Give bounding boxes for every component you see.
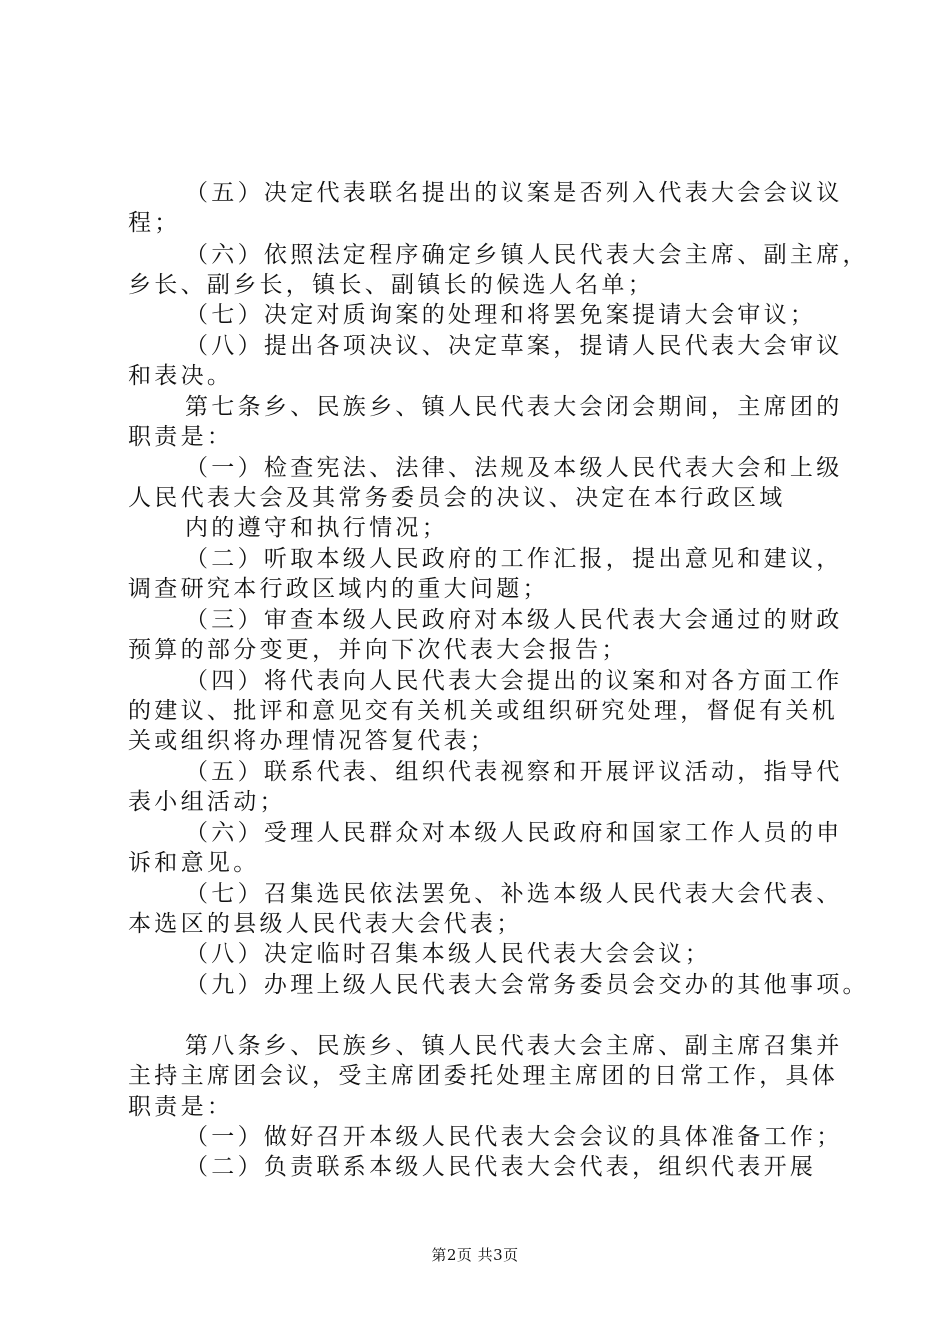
- paragraph-line: （六）受理人民群众对本级人民政府和国家工作人员的申: [185, 820, 843, 846]
- paragraph-line: （一）做好召开本级人民代表大会会议的具体准备工作；: [185, 1124, 843, 1150]
- paragraph-line: 乡长、副乡长，镇长、副镇长的候选人名单；: [128, 272, 654, 298]
- paragraph-line: （二）负责联系本级人民代表大会代表，组织代表开展: [185, 1154, 817, 1180]
- paragraph-line: （六）依照法定程序确定乡镇人民代表大会主席、副主席，: [185, 242, 869, 268]
- paragraph-line: （七）决定对质询案的处理和将罢免案提请大会审议；: [185, 302, 817, 328]
- paragraph-line: （八）决定临时召集本级人民代表大会会议；: [185, 941, 711, 967]
- paragraph-line: 内的遵守和执行情况；: [185, 515, 448, 541]
- article-heading-line: 第八条乡、民族乡、镇人民代表大会主席、副主席召集并: [185, 1033, 843, 1059]
- paragraph-line: （七）召集选民依法罢免、补选本级人民代表大会代表、: [185, 881, 843, 907]
- paragraph-line: （三）审查本级人民政府对本级人民代表大会通过的财政: [185, 607, 843, 633]
- paragraph-line: （九）办理上级人民代表大会常务委员会交办的其他事项。: [185, 972, 869, 998]
- paragraph-line: 本选区的县级人民代表大会代表；: [128, 911, 523, 937]
- paragraph-line: （四）将代表向人民代表大会提出的议案和对各方面工作: [185, 668, 843, 694]
- paragraph-line: 表小组活动；: [128, 789, 286, 815]
- paragraph-line: 程；: [128, 210, 181, 236]
- paragraph-line: （五）联系代表、组织代表视察和开展评议活动，指导代: [185, 759, 843, 785]
- paragraph-line: 诉和意见。: [128, 850, 260, 876]
- paragraph-line: （五）决定代表联名提出的议案是否列入代表大会会议议: [185, 180, 843, 206]
- paragraph-line: （八）提出各项决议、决定草案，提请人民代表大会审议: [185, 333, 843, 359]
- paragraph-line: （一）检查宪法、法律、法规及本级人民代表大会和上级: [185, 455, 843, 481]
- paragraph-line: 职责是：: [128, 424, 234, 450]
- paragraph-line: 主持主席团会议，受主席团委托处理主席团的日常工作，具体: [128, 1063, 839, 1089]
- article-heading-line: 第七条乡、民族乡、镇人民代表大会闭会期间，主席团的: [185, 394, 843, 420]
- paragraph-line: （二）听取本级人民政府的工作汇报，提出意见和建议，: [185, 546, 843, 572]
- paragraph-line: 人民代表大会及其常务委员会的决议、决定在本行政区域: [128, 485, 786, 511]
- paragraph-line: 调查研究本行政区域内的重大问题；: [128, 576, 549, 602]
- page-number-footer: 第2页 共3页: [431, 1246, 519, 1264]
- paragraph-line: 职责是：: [128, 1094, 234, 1120]
- paragraph-line: 的建议、批评和意见交有关机关或组织研究处理，督促有关机: [128, 698, 839, 724]
- paragraph-line: 关或组织将办理情况答复代表；: [128, 728, 497, 754]
- paragraph-line: 预算的部分变更，并向下次代表大会报告；: [128, 637, 628, 663]
- paragraph-line: 和表决。: [128, 363, 234, 389]
